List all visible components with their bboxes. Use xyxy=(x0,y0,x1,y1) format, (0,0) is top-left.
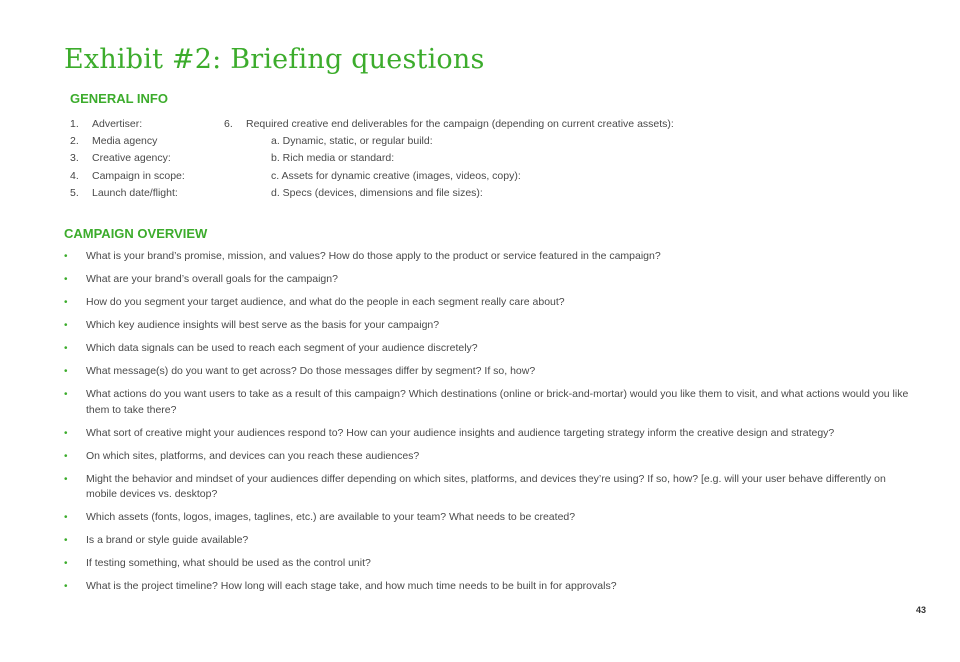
overview-question xyxy=(64,272,910,288)
deliverables-subitem: b. Rich media or standard: xyxy=(271,152,395,165)
overview-question xyxy=(64,318,910,334)
bullet-icon: • xyxy=(64,320,68,331)
bullet-icon: • xyxy=(64,450,68,462)
question-text: Might the behavior and mindset of your audiences differ depending on which sites, platforms, and devices they’re using? If so, how? [e.g. will your user behave differently on mobile devices vs. desktop? xyxy=(86,472,886,500)
overview-question xyxy=(64,295,910,311)
overview-question xyxy=(64,472,910,503)
deliverables-subitem: d. Specs (devices, dimensions and file sizes): xyxy=(271,186,483,199)
item-number: 2. xyxy=(70,135,79,148)
bullet-icon: • xyxy=(64,558,68,569)
overview-question xyxy=(64,387,910,418)
question-text: What actions do you want users to take as a result of this campaign? Which destinations (online or brick-and-mortar) would you like them to visit, and what actions would you like them to take there? xyxy=(86,388,909,416)
deliverables-sublist xyxy=(224,133,674,202)
campaign-overview-list xyxy=(64,249,910,602)
question-text: On which sites, platforms, and devices can you reach these audiences? xyxy=(86,449,420,462)
general-info-item xyxy=(70,116,185,133)
general-info-item xyxy=(70,168,185,185)
question-text: What are your brand’s overall goals for the campaign? xyxy=(86,273,338,285)
overview-question xyxy=(64,426,910,442)
overview-question xyxy=(64,533,910,549)
question-text: If testing something, what should be used as the control unit? xyxy=(86,557,371,569)
general-info-item xyxy=(70,185,185,202)
bullet-icon: • xyxy=(64,473,68,485)
question-text: Which data signals can be used to reach each segment of your audience discretely? xyxy=(86,342,478,354)
item-number: 6. xyxy=(224,118,233,130)
deliverables-subitem: a. Dynamic, static, or regular build: xyxy=(271,135,433,148)
bullet-icon: • xyxy=(64,389,68,400)
overview-question xyxy=(64,510,910,526)
question-text: How do you segment your target audience, and what do the people in each segment really care about? xyxy=(86,296,565,308)
item-label: Media agency xyxy=(92,135,158,148)
deliverables-block xyxy=(224,116,674,202)
item-number: 3. xyxy=(70,152,79,165)
item-number: 5. xyxy=(70,186,79,199)
bullet-icon: • xyxy=(64,427,68,439)
item-label: Launch date/flight: xyxy=(92,186,178,199)
campaign-overview-heading: CAMPAIGN OVERVIEW xyxy=(64,226,208,241)
deliverables-item xyxy=(224,116,674,133)
general-info-list xyxy=(70,116,185,202)
bullet-icon: • xyxy=(64,366,68,377)
page-title: Exhibit #2: Briefing questions xyxy=(64,44,485,75)
question-text: Which key audience insights will best serve as the basis for your campaign? xyxy=(86,319,440,331)
overview-question xyxy=(64,341,910,357)
general-info-item xyxy=(70,150,185,167)
bullet-icon: • xyxy=(64,274,68,285)
overview-question xyxy=(64,556,910,572)
item-label: Required creative end deliverables for the campaign (depending on current creative assets): xyxy=(246,118,674,130)
question-text: Which assets (fonts, logos, images, taglines, etc.) are available to your team? What needs to be created? xyxy=(86,511,576,523)
item-number: 1. xyxy=(70,118,79,130)
overview-question xyxy=(64,249,910,265)
bullet-icon: • xyxy=(64,297,68,308)
general-info-heading: GENERAL INFO xyxy=(70,91,168,106)
page-number: 43 xyxy=(916,605,927,615)
item-label: Creative agency: xyxy=(92,152,171,165)
question-text: What is your brand’s promise, mission, and values? How do those apply to the product or service featured in the campaign? xyxy=(86,250,661,262)
bullet-icon: • xyxy=(64,251,68,262)
bullet-icon: • xyxy=(64,535,68,546)
item-label: Campaign in scope: xyxy=(92,169,185,182)
overview-question xyxy=(64,449,910,465)
deliverables-subitem: c. Assets for dynamic creative (images, videos, copy): xyxy=(271,169,521,182)
question-text: What sort of creative might your audiences respond to? How can your audience insights and audience targeting strategy inform the creative design and strategy? xyxy=(86,426,835,439)
question-text: Is a brand or style guide available? xyxy=(86,534,249,546)
item-number: 4. xyxy=(70,169,79,182)
overview-question xyxy=(64,364,910,380)
bullet-icon: • xyxy=(64,343,68,354)
item-label: Advertiser: xyxy=(92,118,143,130)
general-info-item xyxy=(70,133,185,150)
bullet-icon: • xyxy=(64,512,68,523)
question-text: What message(s) do you want to get across? Do those messages differ by segment? If so, how? xyxy=(86,365,536,377)
question-text: What is the project timeline? How long will each stage take, and how much time needs to be built in for approvals? xyxy=(86,580,617,592)
bullet-icon: • xyxy=(64,581,68,592)
overview-question xyxy=(64,579,910,595)
